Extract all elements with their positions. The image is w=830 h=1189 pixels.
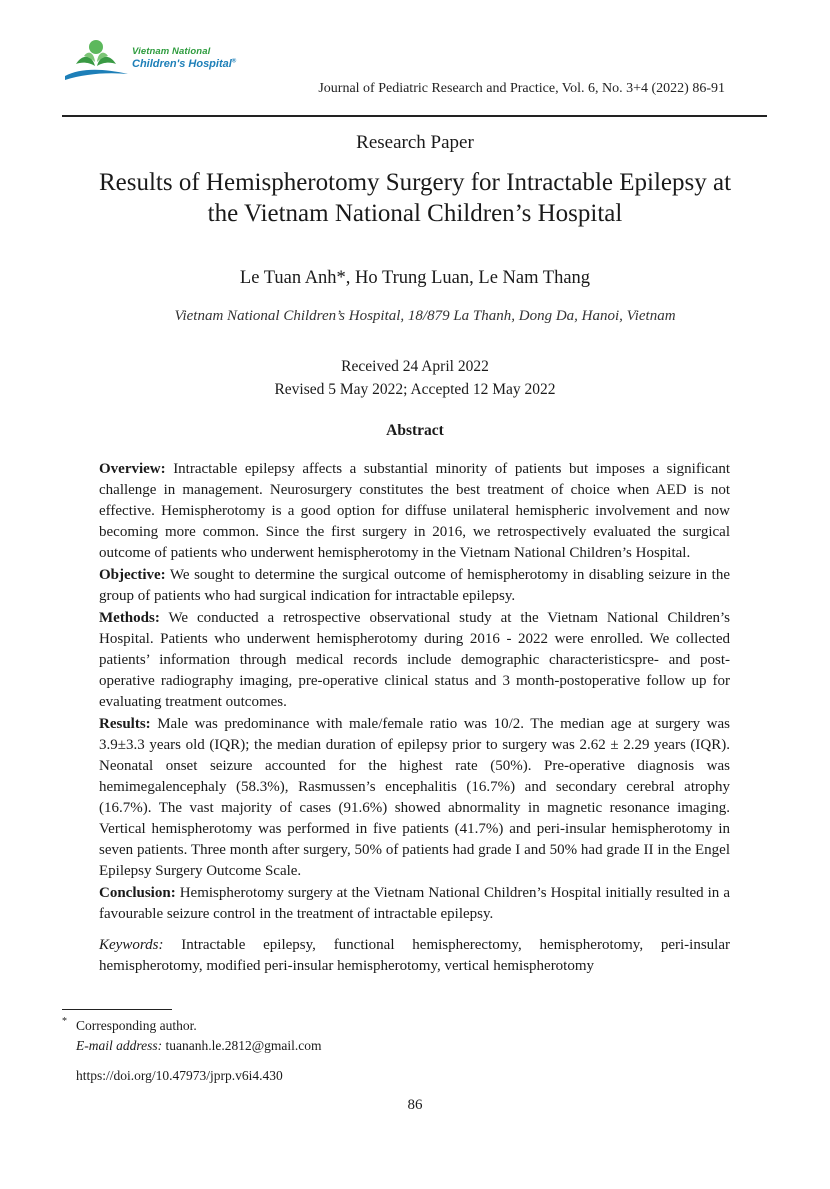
doi-link[interactable]: https://doi.org/10.47973/jprp.v6i4.430 [76, 1068, 283, 1083]
abstract-objective [99, 565, 730, 607]
email-address[interactable]: tuananh.le.2812@gmail.com [162, 1038, 322, 1053]
objective-text: We sought to determine the surgical outcome of hemispherotomy in disabling seizure in the group of patients who had surgical indication for intractable epilepsy. [99, 567, 730, 604]
conclusion-text: Hemispherotomy surgery at the Vietnam National Children’s Hospital initially resulted in a favourable seizure control in the treatment of intractable epilepsy. [99, 885, 730, 922]
article-dates [0, 355, 830, 401]
page-number: 86 [407, 1097, 423, 1113]
footnote-marker: * [62, 1016, 67, 1027]
abstract-results [99, 714, 730, 882]
footnote-rule [62, 1009, 172, 1010]
authors: Le Tuan Anh*, Ho Trung Luan, Le Nam Thang [239, 268, 591, 288]
conclusion-label: Conclusion: [99, 885, 176, 901]
registered-mark: ® [231, 58, 237, 65]
paper-title [40, 167, 790, 229]
hospital-logo [62, 38, 252, 88]
methods-label: Methods: [99, 610, 160, 626]
journal-citation: Journal of Pediatric Research and Practice, Vol. 6, No. 3+4 (2022) 86-91 [318, 81, 725, 96]
results-label: Results: [99, 716, 151, 732]
methods-text: We conducted a retrospective observational study at the Vietnam National Children’s Hospital. Patients who underwent hemispherotomy during 2016 - 2022 were enrolled. We collected patients’ information through medical records include demographic characteristicspre- and post-operative radiography imaging, pre-operative clinical status and 3 month-postoperative follow up for evaluating treatment outcomes. [99, 610, 730, 710]
paper-title-line2: the Vietnam National Children’s Hospital [207, 200, 623, 227]
logo-text-name: Children's Hospital [132, 58, 232, 70]
keywords-label: Keywords: [99, 937, 164, 953]
header-rule [62, 115, 767, 117]
objective-label: Objective: [99, 567, 166, 583]
revised-accepted-date: Revised 5 May 2022; Accepted 12 May 2022 [274, 381, 556, 398]
abstract-methods [99, 608, 730, 713]
received-date: Received 24 April 2022 [341, 358, 489, 375]
paper-title-line1: Results of Hemispherotomy Surgery for Intractable Epilepsy at [98, 169, 732, 196]
abstract-heading: Abstract [386, 422, 444, 439]
paper-type: Research Paper [356, 132, 474, 153]
abstract-body [99, 459, 730, 978]
keywords [99, 935, 730, 977]
keywords-text: Intractable epilepsy, functional hemispherectomy, hemispherotomy, peri-insular hemispherotomy, modified peri-insular hemispherotomy, vertical hemispherotomy [99, 937, 730, 974]
footnote [62, 1016, 322, 1056]
logo-text-line1: Vietnam National [132, 46, 211, 57]
abstract-conclusion [99, 883, 730, 925]
logo-text-line2 [132, 58, 236, 70]
abstract-overview [99, 459, 730, 564]
overview-text: Intractable epilepsy affects a substantial minority of patients but imposes a significant challenge in management. Neurosurgery constitutes the best treatment of choice when AED is not effective. Hemispherotomy is a good option for diffuse unilateral hemispheric involvement and now becoming more common. Since the first surgery in 2016, we retrospectively evaluated the surgical outcome of patients who underwent hemispherotomy in the Vietnam National Children’s Hospital. [99, 461, 730, 561]
hospital-logo-icon [62, 38, 130, 86]
affiliation: Vietnam National Children’s Hospital, 18/879 La Thanh, Dong Da, Hanoi, Vietnam [174, 308, 676, 324]
email-label: E-mail address: [76, 1038, 163, 1053]
corresponding-author-note: Corresponding author. [76, 1018, 197, 1033]
email-line [62, 1036, 322, 1056]
overview-label: Overview: [99, 461, 166, 477]
results-text: Male was predominance with male/female ratio was 10/2. The median age at surgery was 3.9±3.3 years old (IQR); the median duration of epilepsy prior to surgery was 2.62 ± 2.29 years (IQR). Neonatal onset seizure accounted for the highest rate (50%). Pre-operative diagnosis was hemimegalencephaly (58.3%), Rasmussen’s encephalitis (16.7%) and secondary cerebral atrophy (16.7%). The vast majority of cases (91.6%) showed abnormality in magnetic resonance imaging. Vertical hemispherotomy was performed in five patients (41.7%) and peri-insular hemispherotomy in seven patients. Three month after surgery, 50% of patients had grade I and 50% had grade II in the Engel Epilepsy Surgery Outcome Scale. [99, 716, 730, 879]
